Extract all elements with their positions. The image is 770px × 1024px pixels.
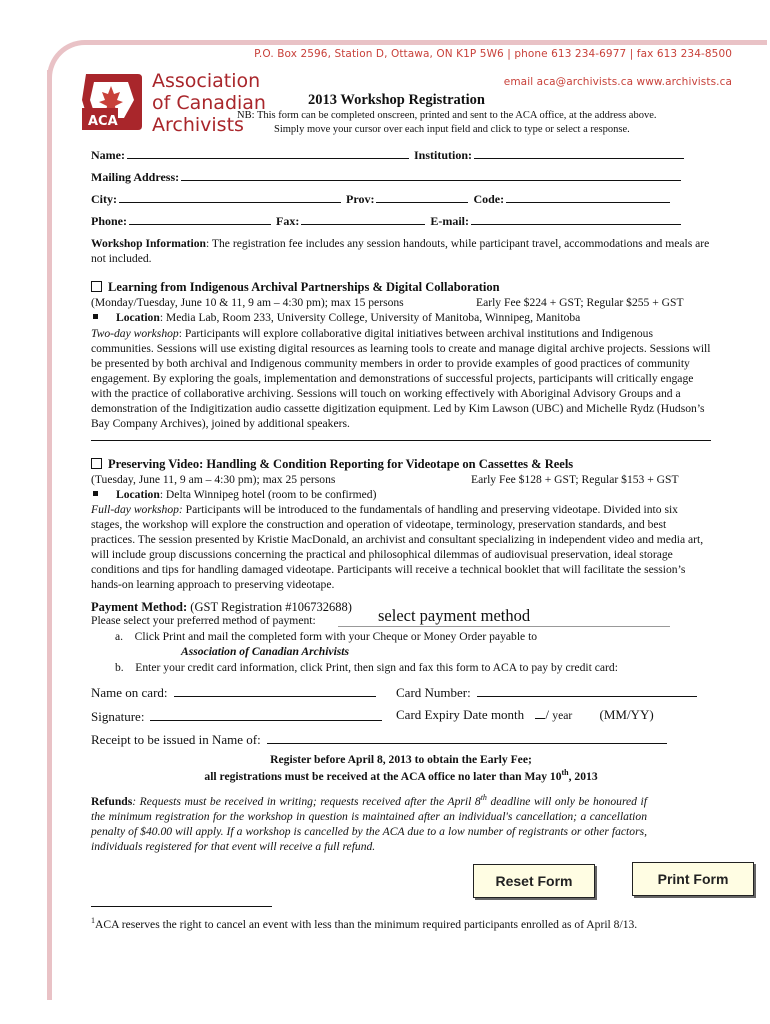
workshop-2-location: : Delta Winnipeg hotel (room to be confirmed) [159,488,377,501]
workshop-2-description-text: Participants will be introduced to the fundamentals of handling and preserving videotape. Divided into six stages, the workshop will explore the construction and operation of videotape, terminology, preservation standards, and best practices. The session presented by Kristie MacDonald, an archivist and consultant specializing in independent video and media art, will include group discussions concerning the practical and philosophical dilemmas of audiovisual preservation, ideal storage conditions and tips for handling damaged videotape. Participants will receive a technical booklet that will facilitate the session’s hands-on learning approach to preserving videotape. [91,503,704,591]
footnote-rule [91,906,272,907]
option-a-text: Click Print and mail the completed form with your Cheque or Money Order payable to [134,630,538,643]
workshop-2-checkbox[interactable] [91,458,102,469]
city-label: City: [91,192,117,206]
row-city [91,190,672,207]
page-title: 2013 Workshop Registration [308,92,485,108]
workshop-1-title: Learning from Indigenous Archival Partnerships & Digital Collaboration [108,280,500,294]
receipt-row [91,730,669,748]
fax-input[interactable] [301,212,425,225]
nb-line-2: Simply move your cursor over each input field and click to type or select a response. [274,124,630,135]
institution-input[interactable] [474,146,684,159]
workshop-info-label: Workshop Information [91,237,206,250]
logo-badge: ACA [88,114,118,129]
workshop-1-description-text: : Participants will explore collaborative digital initiatives between archival institutions and Indigenous communities. Sessions will use existing digital resources as learning tools to create and manage digital archive projects. Sessions will be presented by both archival and Indigenous community members in order to provide examples of good practices of community engagement. By exploring the goals, implementation and demonstrations of successful projects, participants will critically engage with the practice of collaborative archiving. Sessions will touch on working effectively with Aboriginal Advisory Groups and a demonstration of the Indigitization audio cassette digitization equipment. Led by Kim Lawson (UBC) and Michelle Rydz (Hudson’s Bay Company Archives), joined by additional speakers. [91,327,711,430]
workshop-1-location-label: Location [116,311,160,324]
workshop-info [91,236,711,266]
payment-method-select[interactable]: select payment method [378,606,531,625]
phone-label: Phone: [91,214,127,228]
email-input[interactable] [471,212,681,225]
bullet-icon [93,491,98,496]
section-divider [91,440,711,441]
email-label: E-mail: [430,214,469,228]
workshop-2-title: Preserving Video: Handling & Condition Reporting for Videotape on Cassettes & Reels [108,457,574,471]
receipt-name-input[interactable] [267,730,667,744]
workshop-1-fee: Early Fee $224 + GST; Regular $255 + GST [476,296,684,309]
expiry-format: (MM/YY) [599,707,654,722]
payment-select-underline [338,626,670,627]
refunds-paragraph [91,790,647,854]
workshop-2-description [91,502,711,592]
workshop-1-description [91,326,711,431]
deadline-sup: th [561,768,569,777]
code-input[interactable] [506,190,670,203]
logo-line-1: Association [152,70,261,92]
row-mailing [91,168,683,185]
bullet-icon [93,314,98,319]
option-b-prefix: b. [115,661,124,674]
workshop-2-location-label: Location [116,488,160,501]
logo-line-3: Archivists [152,114,244,136]
phone-input[interactable] [129,212,271,225]
payee: Association of Canadian Archivists [181,645,350,658]
refunds-label: Refunds [91,794,133,808]
deadline-text-a: all registrations must be received at the ACA office no later than May 10 [204,769,562,783]
gst-registration: (GST Registration #106732688) [187,600,352,614]
option-b-text: Enter your credit card information, click Print, then sign and fax this form to ACA to pay by credit card: [135,661,618,674]
name-input[interactable] [127,146,409,159]
reset-form-button[interactable]: Reset Form [473,864,595,898]
workshop-2-title-row [91,457,573,472]
header-web: email aca@archivists.ca www.archivists.ca [503,76,732,88]
deadline-text-b: , 2013 [568,769,598,783]
workshop-1-title-row [91,280,500,295]
card-number-row [396,683,699,701]
name-label: Name: [91,148,125,162]
name-on-card-row [91,683,378,701]
mailing-input[interactable] [181,168,681,181]
deadline-line-1: Register before April 8, 2013 to obtain the Early Fee; [270,753,532,766]
row-phone [91,212,683,229]
workshop-2-location-row [91,488,376,501]
option-a-prefix: a. [115,630,124,643]
workshop-1-checkbox[interactable] [91,281,102,292]
code-label: Code: [473,192,505,206]
signature-label: Signature: [91,709,145,724]
workshop-2-dates: (Tuesday, June 11, 9 am – 4:30 pm); max 25 persons [91,473,336,486]
payment-option-b [115,661,618,674]
card-number-input[interactable] [477,683,697,697]
fax-label: Fax: [276,214,300,228]
header-address: P.O. Box 2596, Station D, Ottawa, ON K1P 5W6 | phone 613 234-6977 | fax 613 234-8500 [254,48,732,60]
deadline-line-2 [91,768,711,783]
nb-line-1: NB: This form can be completed onscreen, printed and sent to the ACA office, at the address above. [237,110,657,121]
workshop-1-dates: (Monday/Tuesday, June 10 & 11, 9 am – 4:30 pm); max 15 persons [91,296,404,309]
city-input[interactable] [119,190,341,203]
payment-heading [91,600,352,615]
decorative-frame-left [47,70,52,1000]
payment-option-a [115,630,537,643]
aca-logo [80,70,143,134]
signature-row [91,707,384,725]
workshop-2-type: Full-day workshop: [91,503,183,516]
prov-input[interactable] [376,190,468,203]
workshop-1-type: Two-day workshop [91,327,179,340]
expiry-label: Card Expiry Date month [396,707,525,722]
expiry-separator: / [545,707,550,722]
row-name [91,146,686,163]
payment-prompt: Please select your preferred method of payment: [91,614,316,627]
logo-line-2: of Canadian [152,92,266,114]
workshop-2-fee: Early Fee $128 + GST; Regular $153 + GST [471,473,679,486]
card-number-label: Card Number: [396,685,471,700]
expiry-month-input[interactable] [535,718,545,719]
workshop-1-location: : Media Lab, Room 233, University College, University of Manitoba, Winnipeg, Manitoba [159,311,581,324]
institution-label: Institution: [413,148,472,162]
mailing-label: Mailing Address: [91,170,180,184]
footnote-text: ACA reserves the right to cancel an event with less than the minimum required participants enrolled as of April 8/13. [95,917,638,931]
footnote-mark: 1 [91,916,95,925]
name-on-card-label: Name on card: [91,685,168,700]
workshop-info-text: : The registration fee includes any session handouts, while participant travel, accommodations and meals are not included. [91,237,710,265]
refunds-text-b: deadline will only be honoured if the minimum registration for the workshop in question is maintained after an individual's cancellation; a cancellation penalty of $40.00 will apply. If a workshop is cancelled by the ACA due to a low number of registrants or other factors, individuals registered for that event will receive a full refund. [91,794,647,853]
signature-input[interactable] [150,707,382,721]
expiry-row [396,707,654,723]
refunds-text-a: : Requests must be received in writing; requests received after the April 8 [132,794,481,808]
workshop-1-location-row [91,311,580,324]
payment-label: Payment Method: [91,600,188,614]
refunds-sup: th [480,793,487,802]
footnote [91,916,637,931]
receipt-label: Receipt to be issued in Name of: [91,732,261,747]
name-on-card-input[interactable] [174,683,376,697]
expiry-year-input[interactable]: year [552,709,573,722]
print-form-button[interactable]: Print Form [632,862,754,896]
prov-label: Prov: [346,192,375,206]
